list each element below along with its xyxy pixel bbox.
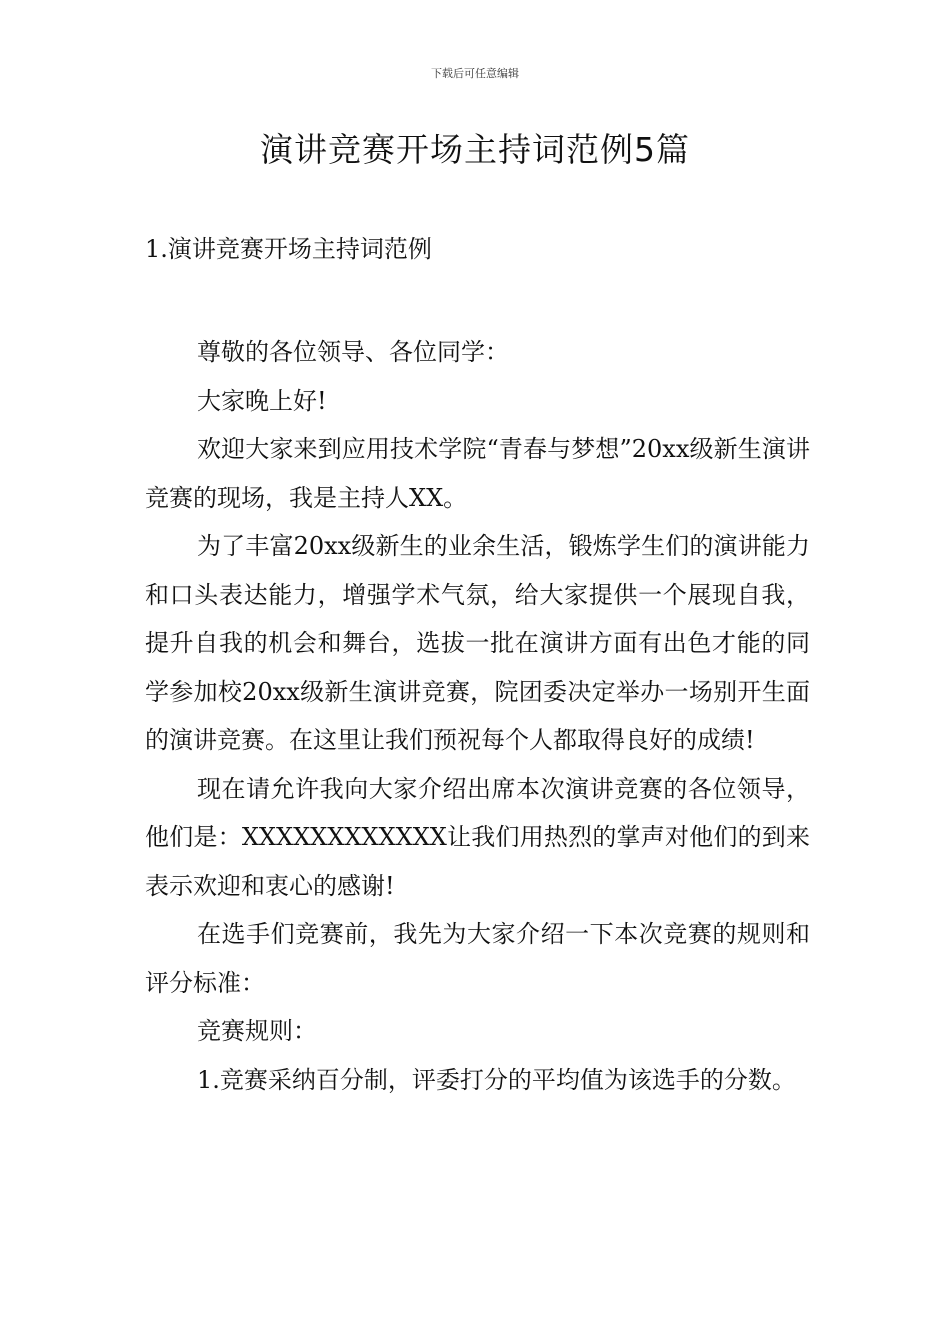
document-body bbox=[145, 328, 810, 1104]
paragraph-purpose: 为了丰富20xx级新生的业余生活，锻炼学生们的演讲能力和口头表达能力，增强学术气氛，给大家提供一个展现自我，提升自我的机会和舞台，选拔一批在演讲方面有出色才能的同学参加校20xx级新生演讲竞赛，院团委决定举办一场别开生面的演讲竞赛。在这里让我们预祝每个人都取得良好的成绩! bbox=[145, 532, 810, 754]
header-note: 下载后可任意编辑 bbox=[431, 67, 519, 80]
paragraph-rules-intro: 在选手们竞赛前，我先为大家介绍一下本次竞赛的规则和评分标准： bbox=[145, 920, 810, 997]
document-title: 演讲竞赛开场主持词范例5篇 bbox=[260, 130, 690, 169]
paragraph-introduce-leaders: 现在请允许我向大家介绍出席本次演讲竞赛的各位领导，他们是：XXXXXXXXXXXX让我们用热烈的掌声对他们的到来表示欢迎和衷心的感谢! bbox=[145, 774, 810, 900]
paragraph-rule-1: 1.竞赛采纳百分制，评委打分的平均值为该选手的分数。 bbox=[197, 1065, 796, 1094]
paragraph-greeting: 尊敬的各位领导、各位同学： bbox=[197, 338, 509, 366]
paragraph-welcome: 欢迎大家来到应用技术学院“青春与梦想”20xx级新生演讲竞赛的现场，我是主持人XX。 bbox=[145, 435, 810, 512]
paragraph-rules-heading: 竞赛规则： bbox=[197, 1017, 317, 1045]
paragraph-good-evening: 大家晚上好! bbox=[197, 386, 327, 415]
section-heading: 1.演讲竞赛开场主持词范例 bbox=[145, 235, 432, 263]
